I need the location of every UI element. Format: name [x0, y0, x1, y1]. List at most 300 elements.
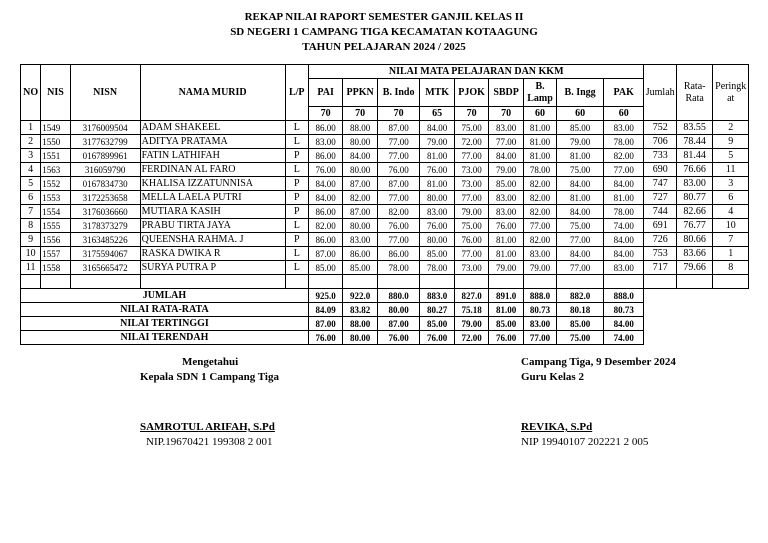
cell-empty [523, 275, 556, 289]
cell-no: 10 [21, 247, 41, 261]
cell-nis: 1552 [41, 177, 70, 191]
summary-value: 882.0 [557, 289, 604, 303]
cell-no: 11 [21, 261, 41, 275]
cell-nilai: 80.00 [343, 135, 377, 149]
cell-peringkat: 6 [713, 191, 749, 205]
col-rata-header: Rata-Rata [676, 65, 712, 121]
summary-value: 880.0 [377, 289, 420, 303]
cell-nilai: 80.00 [343, 163, 377, 177]
cell-nilai: 86.00 [308, 205, 342, 219]
cell-nilai: 84.00 [603, 247, 644, 261]
cell-nilai: 85.00 [420, 247, 454, 261]
table-row [21, 135, 749, 149]
cell-lp: L [285, 219, 308, 233]
cell-nama: PRABU TIRTA JAYA [140, 219, 285, 233]
cell-no: 4 [21, 163, 41, 177]
cell-empty [644, 275, 676, 289]
subject-header: B. Ingg [557, 79, 604, 107]
cell-nilai: 79.00 [454, 205, 488, 219]
cell-nilai: 76.00 [377, 219, 420, 233]
cell-nilai: 78.00 [420, 261, 454, 275]
cell-nilai: 82.00 [377, 205, 420, 219]
cell-nilai: 73.00 [454, 261, 488, 275]
table-row [21, 233, 749, 247]
cell-nilai: 82.00 [343, 191, 377, 205]
cell-nama: MUTIARA KASIH [140, 205, 285, 219]
table-row [21, 121, 749, 135]
cell-nilai: 77.00 [489, 135, 523, 149]
cell-nilai: 77.00 [557, 261, 604, 275]
cell-nisn: 0167899961 [70, 149, 140, 163]
cell-rata: 80.66 [676, 233, 712, 247]
table-row [21, 205, 749, 219]
cell-nilai: 77.00 [523, 219, 556, 233]
cell-jumlah: 690 [644, 163, 676, 177]
cell-nilai: 79.00 [489, 261, 523, 275]
cell-nilai: 80.00 [420, 191, 454, 205]
cell-empty [603, 275, 644, 289]
cell-nilai: 81.00 [557, 149, 604, 163]
cell-nilai: 85.00 [557, 121, 604, 135]
cell-nama: QUEENSHA RAHMA. J [140, 233, 285, 247]
subject-header: B. Indo [377, 79, 420, 107]
cell-nilai: 81.00 [523, 149, 556, 163]
cell-nis: 1549 [41, 121, 70, 135]
sig-left-nip: NIP.19670421 199308 2 001 [146, 436, 273, 448]
cell-nis: 1557 [41, 247, 70, 261]
cell-peringkat: 8 [713, 261, 749, 275]
summary-value: 83.00 [523, 317, 556, 331]
cell-nilai: 82.00 [523, 233, 556, 247]
cell-nisn: 3163485226 [70, 233, 140, 247]
cell-nilai: 82.00 [308, 219, 342, 233]
cell-nilai: 81.00 [523, 135, 556, 149]
cell-nilai: 81.00 [420, 149, 454, 163]
cell-nis: 1558 [41, 261, 70, 275]
cell-nilai: 85.00 [308, 261, 342, 275]
cell-peringkat: 7 [713, 233, 749, 247]
cell-nilai: 84.00 [420, 121, 454, 135]
table-row [21, 219, 749, 233]
table-row [21, 191, 749, 205]
sig-right-line2: Guru Kelas 2 [521, 371, 584, 383]
summary-value: 80.00 [377, 303, 420, 317]
summary-rows [21, 289, 749, 345]
col-nama-header: NAMA MURID [140, 65, 285, 121]
summary-value: 87.00 [308, 317, 342, 331]
summary-value: 85.00 [489, 317, 523, 331]
cell-nilai: 86.00 [377, 247, 420, 261]
summary-value: 84.09 [308, 303, 342, 317]
cell-nilai: 86.00 [308, 149, 342, 163]
summary-value: 888.0 [603, 289, 644, 303]
summary-value: 883.0 [420, 289, 454, 303]
summary-value: 76.00 [489, 331, 523, 345]
cell-nilai: 76.00 [420, 163, 454, 177]
summary-value: 925.0 [308, 289, 342, 303]
kkm-value: 60 [603, 107, 644, 121]
subject-header: SBDP [489, 79, 523, 107]
cell-lp: P [285, 233, 308, 247]
summary-value: 891.0 [489, 289, 523, 303]
table-row [21, 261, 749, 275]
cell-nama: FERDINAN AL FARO [140, 163, 285, 177]
summary-value: 76.00 [377, 331, 420, 345]
cell-nilai: 81.00 [489, 233, 523, 247]
cell-nilai: 74.00 [603, 219, 644, 233]
cell-empty [454, 275, 488, 289]
cell-nama: RASKA DWIKA R [140, 247, 285, 261]
cell-nis: 1551 [41, 149, 70, 163]
cell-peringkat: 2 [713, 121, 749, 135]
cell-nilai: 81.00 [557, 191, 604, 205]
cell-nilai: 84.00 [603, 177, 644, 191]
cell-empty [557, 275, 604, 289]
cell-peringkat: 11 [713, 163, 749, 177]
col-lp-header: L/P [285, 65, 308, 121]
summary-value: 88.00 [343, 317, 377, 331]
cell-nilai: 86.00 [343, 247, 377, 261]
cell-no: 9 [21, 233, 41, 247]
cell-nis: 1553 [41, 191, 70, 205]
cell-nama: FATIN LATHIFAH [140, 149, 285, 163]
cell-nisn: 3175594067 [70, 247, 140, 261]
cell-nilai: 86.00 [308, 233, 342, 247]
sig-left-name: SAMROTUL ARIFAH, S.Pd [140, 421, 275, 433]
table-row-empty [21, 275, 749, 289]
cell-jumlah: 726 [644, 233, 676, 247]
summary-blank [644, 331, 749, 345]
cell-nama: KHALISA IZZATUNNISA [140, 177, 285, 191]
summary-value: 81.00 [489, 303, 523, 317]
cell-nilai: 84.00 [557, 205, 604, 219]
cell-nilai: 81.00 [489, 247, 523, 261]
cell-empty [420, 275, 454, 289]
cell-rata: 83.55 [676, 121, 712, 135]
cell-lp: P [285, 149, 308, 163]
summary-value: 77.00 [523, 331, 556, 345]
cell-peringkat: 4 [713, 205, 749, 219]
cell-nilai: 73.00 [454, 163, 488, 177]
cell-empty [70, 275, 140, 289]
cell-nilai: 85.00 [489, 177, 523, 191]
cell-empty [489, 275, 523, 289]
summary-value: 79.00 [454, 317, 488, 331]
summary-row [21, 317, 749, 331]
cell-empty [285, 275, 308, 289]
cell-nilai: 83.00 [603, 261, 644, 275]
academic-year: TAHUN PELAJARAN 2024 / 2025 [302, 41, 466, 53]
summary-label: NILAI TERTINGGI [21, 317, 309, 331]
cell-jumlah: 717 [644, 261, 676, 275]
summary-value: 75.18 [454, 303, 488, 317]
report-title: REKAP NILAI RAPORT SEMESTER GANJIL KELAS II [244, 11, 524, 23]
kkm-value: 65 [420, 107, 454, 121]
kkm-value: 70 [308, 107, 342, 121]
cell-nilai: 83.00 [523, 247, 556, 261]
summary-label: NILAI TERENDAH [21, 331, 309, 345]
cell-nilai: 81.00 [523, 121, 556, 135]
cell-nilai: 80.00 [420, 233, 454, 247]
summary-row [21, 303, 749, 317]
cell-nilai: 75.00 [557, 219, 604, 233]
cell-nilai: 77.00 [377, 135, 420, 149]
cell-nilai: 81.00 [420, 177, 454, 191]
cell-rata: 79.66 [676, 261, 712, 275]
cell-nilai: 83.00 [603, 121, 644, 135]
summary-value: 80.00 [343, 331, 377, 345]
cell-nilai: 81.00 [603, 191, 644, 205]
cell-no: 3 [21, 149, 41, 163]
table-row [21, 149, 749, 163]
cell-no: 2 [21, 135, 41, 149]
summary-value: 80.27 [420, 303, 454, 317]
sig-left-line2: Kepala SDN 1 Campang Tiga [140, 371, 279, 383]
table-row [21, 163, 749, 177]
cell-lp: P [285, 191, 308, 205]
cell-rata: 82.66 [676, 205, 712, 219]
sig-left-line1: Mengetahui [182, 356, 239, 368]
student-rows [21, 121, 749, 289]
subject-header: MTK [420, 79, 454, 107]
cell-empty [140, 275, 285, 289]
cell-rata: 81.44 [676, 149, 712, 163]
cell-empty [713, 275, 749, 289]
subject-header: PAI [308, 79, 342, 107]
cell-peringkat: 10 [713, 219, 749, 233]
summary-value: 922.0 [343, 289, 377, 303]
cell-nilai: 83.00 [489, 191, 523, 205]
summary-value: 80.73 [603, 303, 644, 317]
cell-rata: 78.44 [676, 135, 712, 149]
summary-value: 827.0 [454, 289, 488, 303]
cell-nisn: 3178373279 [70, 219, 140, 233]
cell-nilai: 87.00 [343, 177, 377, 191]
cell-nilai: 84.00 [603, 233, 644, 247]
cell-nilai: 87.00 [308, 247, 342, 261]
cell-rata: 76.77 [676, 219, 712, 233]
cell-jumlah: 733 [644, 149, 676, 163]
cell-nilai: 82.00 [523, 177, 556, 191]
cell-peringkat: 1 [713, 247, 749, 261]
cell-no: 6 [21, 191, 41, 205]
cell-no: 7 [21, 205, 41, 219]
cell-nis: 1555 [41, 219, 70, 233]
cell-jumlah: 753 [644, 247, 676, 261]
subject-group-header: NILAI MATA PELAJARAN DAN KKM [308, 65, 644, 79]
summary-value: 74.00 [603, 331, 644, 345]
cell-nilai: 76.00 [420, 219, 454, 233]
cell-no: 1 [21, 121, 41, 135]
cell-nilai: 75.00 [454, 219, 488, 233]
col-no-header: NO [21, 65, 41, 121]
cell-jumlah: 727 [644, 191, 676, 205]
subject-header: PPKN [343, 79, 377, 107]
summary-value: 75.00 [557, 331, 604, 345]
summary-value: 80.73 [523, 303, 556, 317]
cell-nilai: 84.00 [343, 149, 377, 163]
summary-value: 84.00 [603, 317, 644, 331]
cell-peringkat: 3 [713, 177, 749, 191]
cell-nisn: 316059790 [70, 163, 140, 177]
cell-nilai: 80.00 [343, 219, 377, 233]
cell-nilai: 77.00 [454, 149, 488, 163]
summary-value: 85.00 [420, 317, 454, 331]
cell-nisn: 3165665472 [70, 261, 140, 275]
cell-nis: 1556 [41, 233, 70, 247]
summary-value: 80.18 [557, 303, 604, 317]
cell-nis: 1563 [41, 163, 70, 177]
summary-value: 83.82 [343, 303, 377, 317]
cell-nisn: 3172253658 [70, 191, 140, 205]
cell-nilai: 83.00 [489, 205, 523, 219]
cell-lp: L [285, 163, 308, 177]
cell-lp: L [285, 261, 308, 275]
cell-nilai: 86.00 [308, 121, 342, 135]
cell-rata: 83.66 [676, 247, 712, 261]
cell-nis: 1550 [41, 135, 70, 149]
cell-nilai: 84.00 [489, 149, 523, 163]
cell-nisn: 3176009504 [70, 121, 140, 135]
kkm-value: 70 [489, 107, 523, 121]
summary-label: NILAI RATA-RATA [21, 303, 309, 317]
subject-header: PAK [603, 79, 644, 107]
cell-nilai: 75.00 [557, 163, 604, 177]
kkm-value: 70 [377, 107, 420, 121]
cell-nilai: 77.00 [454, 247, 488, 261]
cell-nilai: 87.00 [377, 121, 420, 135]
cell-lp: P [285, 205, 308, 219]
cell-nisn: 3176036660 [70, 205, 140, 219]
cell-rata: 76.66 [676, 163, 712, 177]
cell-nilai: 83.00 [420, 205, 454, 219]
cell-nilai: 79.00 [489, 163, 523, 177]
cell-nilai: 77.00 [603, 163, 644, 177]
cell-nilai: 85.00 [343, 261, 377, 275]
cell-nilai: 87.00 [377, 177, 420, 191]
col-jumlah-header: Jumlah [644, 65, 676, 121]
cell-jumlah: 691 [644, 219, 676, 233]
subject-header: PJOK [454, 79, 488, 107]
cell-nama: ADAM SHAKEEL [140, 121, 285, 135]
cell-jumlah: 706 [644, 135, 676, 149]
cell-nilai: 77.00 [377, 191, 420, 205]
cell-empty [676, 275, 712, 289]
cell-nisn: 3177632799 [70, 135, 140, 149]
cell-no: 5 [21, 177, 41, 191]
cell-nilai: 82.00 [523, 205, 556, 219]
cell-nilai: 83.00 [308, 135, 342, 149]
cell-no: 8 [21, 219, 41, 233]
table-row [21, 177, 749, 191]
summary-value: 85.00 [557, 317, 604, 331]
summary-blank [644, 289, 749, 303]
signature-right [521, 355, 741, 450]
cell-rata: 83.00 [676, 177, 712, 191]
cell-nilai: 77.00 [377, 233, 420, 247]
cell-rata: 80.77 [676, 191, 712, 205]
table-row [21, 247, 749, 261]
cell-nilai: 79.00 [420, 135, 454, 149]
cell-nilai: 78.00 [523, 163, 556, 177]
signature-left [140, 355, 340, 450]
cell-nilai: 84.00 [308, 191, 342, 205]
cell-nilai: 76.00 [308, 163, 342, 177]
cell-nisn: 0167834730 [70, 177, 140, 191]
cell-empty [308, 275, 342, 289]
cell-lp: L [285, 121, 308, 135]
cell-nilai: 72.00 [454, 135, 488, 149]
cell-nama: ADITYA PRATAMA [140, 135, 285, 149]
summary-row [21, 331, 749, 345]
summary-label: JUMLAH [21, 289, 309, 303]
summary-value: 888.0 [523, 289, 556, 303]
cell-nilai: 76.00 [454, 233, 488, 247]
col-nis-header: NIS [41, 65, 70, 121]
kkm-value: 70 [454, 107, 488, 121]
cell-nilai: 88.00 [343, 121, 377, 135]
table-head [21, 65, 749, 121]
summary-value: 87.00 [377, 317, 420, 331]
cell-jumlah: 752 [644, 121, 676, 135]
cell-nilai: 83.00 [489, 121, 523, 135]
cell-nilai: 77.00 [377, 149, 420, 163]
cell-nilai: 84.00 [557, 177, 604, 191]
cell-jumlah: 747 [644, 177, 676, 191]
cell-nilai: 79.00 [523, 261, 556, 275]
cell-nilai: 78.00 [603, 135, 644, 149]
cell-empty [343, 275, 377, 289]
report-header [0, 10, 768, 55]
cell-peringkat: 9 [713, 135, 749, 149]
cell-nilai: 82.00 [603, 149, 644, 163]
summary-value: 72.00 [454, 331, 488, 345]
cell-nis: 1554 [41, 205, 70, 219]
cell-nama: SURYA PUTRA P [140, 261, 285, 275]
summary-value: 76.00 [308, 331, 342, 345]
cell-nilai: 82.00 [523, 191, 556, 205]
cell-peringkat: 5 [713, 149, 749, 163]
cell-empty [377, 275, 420, 289]
cell-nilai: 76.00 [489, 219, 523, 233]
cell-lp: P [285, 177, 308, 191]
cell-nilai: 79.00 [557, 135, 604, 149]
school-name: SD NEGERI 1 CAMPANG TIGA KECAMATAN KOTAAGUNG [230, 26, 538, 38]
cell-nilai: 76.00 [377, 163, 420, 177]
cell-lp: L [285, 135, 308, 149]
cell-nilai: 77.00 [454, 191, 488, 205]
cell-empty [21, 275, 41, 289]
subject-header: B. Lamp [523, 79, 556, 107]
grade-recap-table [20, 64, 749, 345]
cell-nilai: 73.00 [454, 177, 488, 191]
summary-row [21, 289, 749, 303]
kkm-value: 70 [343, 107, 377, 121]
cell-nilai: 77.00 [557, 233, 604, 247]
cell-nilai: 78.00 [603, 205, 644, 219]
cell-nilai: 87.00 [343, 205, 377, 219]
cell-nama: MELLA LAELA PUTRI [140, 191, 285, 205]
col-nisn-header: NISN [70, 65, 140, 121]
cell-nilai: 84.00 [557, 247, 604, 261]
summary-value: 76.00 [420, 331, 454, 345]
cell-nilai: 75.00 [454, 121, 488, 135]
cell-lp: L [285, 247, 308, 261]
sig-right-name: REVIKA, S.Pd [521, 421, 593, 433]
cell-nilai: 83.00 [343, 233, 377, 247]
col-peringkat-header: Peringkat [713, 65, 749, 121]
cell-jumlah: 744 [644, 205, 676, 219]
